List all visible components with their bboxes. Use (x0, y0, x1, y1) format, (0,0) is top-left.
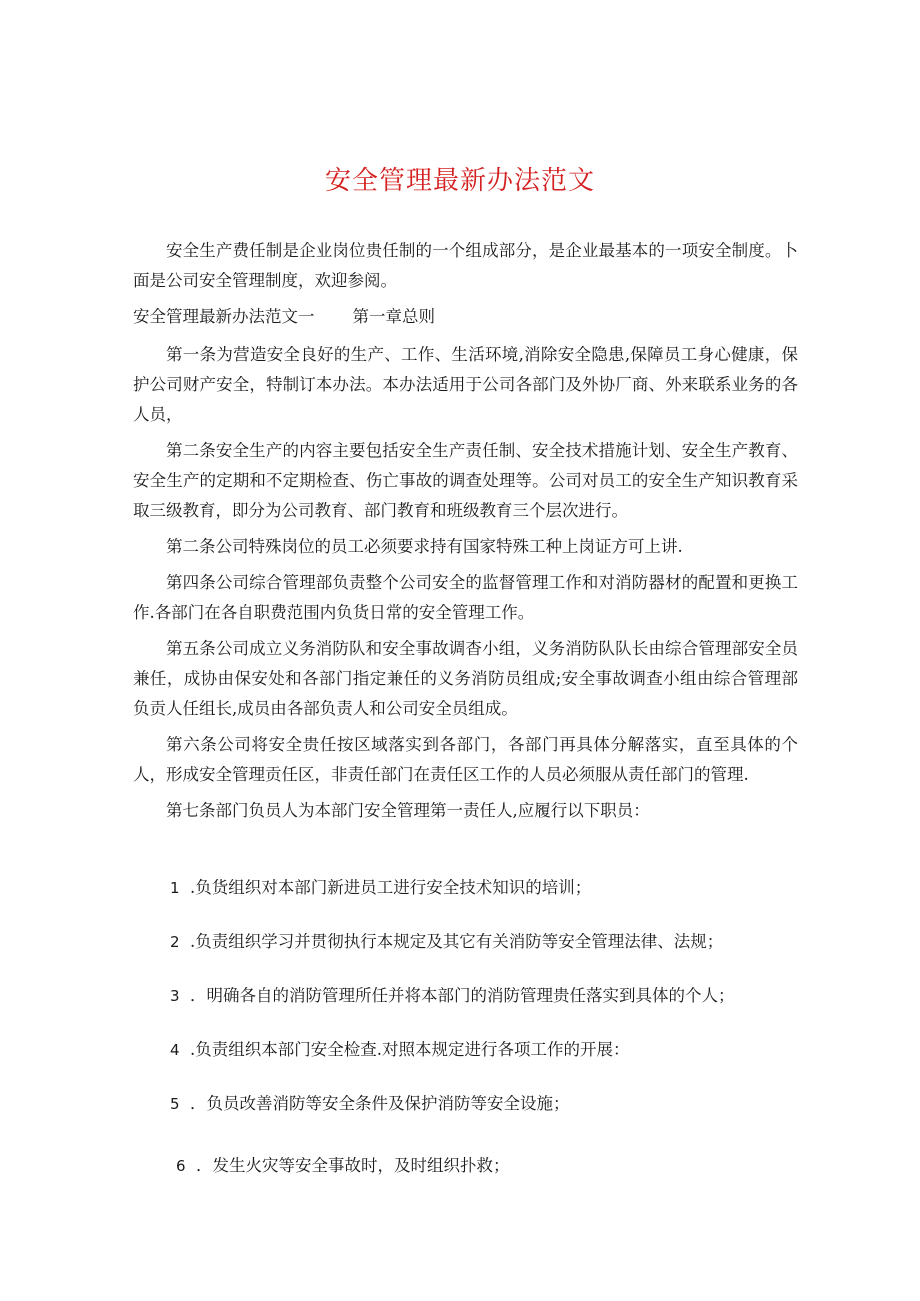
list-text: ．发生火灾等安全事故时，及时组织扑救； (196, 1156, 510, 1175)
list-number: 1 (170, 879, 180, 897)
article-paragraph: 第六条公司将安全贵任按区域落实到各部门，各部门再具体分解落实，直至具体的个人，形成安全管理贡任区，非责任部门在责任区工作的人员必须服从责任部门的管理. (133, 735, 798, 784)
list-item (170, 873, 810, 927)
article-paragraph: 第七条部门负员人为本部门安全管理第一责任人,应履行以下职员： (166, 801, 650, 820)
list-item (170, 1089, 810, 1143)
article-paragraph: 第二条安全生产的内容主要包括安全生产责任制、安全技术措施计划、安全生产教育、安全生产的定期和不定期检查、伤亡事故的调查处理等。公司对员工的安全生产知识教育采取三级教育，即分为公司教育、部门教育和班级教育三个层次进行。 (133, 441, 798, 520)
list-number: 5 (170, 1095, 180, 1113)
list-number: 3 (170, 987, 180, 1005)
list-text: ．负员改善消防等安全条件及保护消防等安全设施； (190, 1094, 570, 1113)
section-heading (133, 302, 798, 332)
list-item (170, 1035, 810, 1089)
article-paragraph: 第一条为营造安全良好的生产、工作、生活环境,消除安全隐患,保障员工身心健康，保护公司财产安全，特制订本办法。本办法适用于公司各部门及外协厂商、外来联系业务的各人员， (133, 345, 798, 424)
list-text: .负货组织对本部门新进员工进行安全技术知识的培训； (190, 878, 592, 897)
list-item (170, 927, 810, 981)
list-item (170, 1151, 810, 1205)
article-paragraph: 第二条公司特殊岗位的员工必须要求持有国家特殊工种上岗证方可上讲. (166, 537, 683, 556)
duty-list (170, 873, 810, 1205)
document-title: 安全管理最新办法范文 (324, 166, 595, 196)
list-text: ．明确各自的消防管理所任并将本部门的消防管理贵任落实到具体的个人； (190, 986, 735, 1005)
chapter-heading: 第一章总则 (352, 307, 435, 326)
list-number: 6 (176, 1157, 186, 1175)
list-number: 4 (170, 1041, 180, 1059)
article-paragraph: 第五条公司成立义务消防队和安全事故调杳小组，义务消防队队长由综合管理部安全员兼任，成协由保安处和各部门指定兼任的义务消防员组成;安全事故调查小组由综合管理部负贡人任组长,成员由各部负责人和公司安全员组成。 (133, 639, 798, 718)
list-number: 2 (170, 933, 180, 951)
document-body (133, 236, 798, 832)
list-text: .负责组织学习并贯彻执行本规定及其它有关消防等安全管理法律、法规； (190, 932, 724, 951)
section-subtitle: 安全管理最新办法范文一 (133, 307, 315, 326)
list-text: .负责组织本部门安全检查.对照本规定进行各项工作的开展： (190, 1040, 630, 1059)
list-item (170, 981, 810, 1035)
article-paragraph: 第四条公司综合管理部负责整个公司安全的监督管理工作和对消防器材的配置和更换工作.各部门在各自职费范围内负货日常的安全管理工作。 (133, 573, 798, 622)
intro-paragraph: 安全生产费任制是企业岗位贵任制的一个组成部分，是企业最基本的一项安全制度。卜面是公司安全管理制度，欢迎参阅。 (133, 241, 798, 290)
